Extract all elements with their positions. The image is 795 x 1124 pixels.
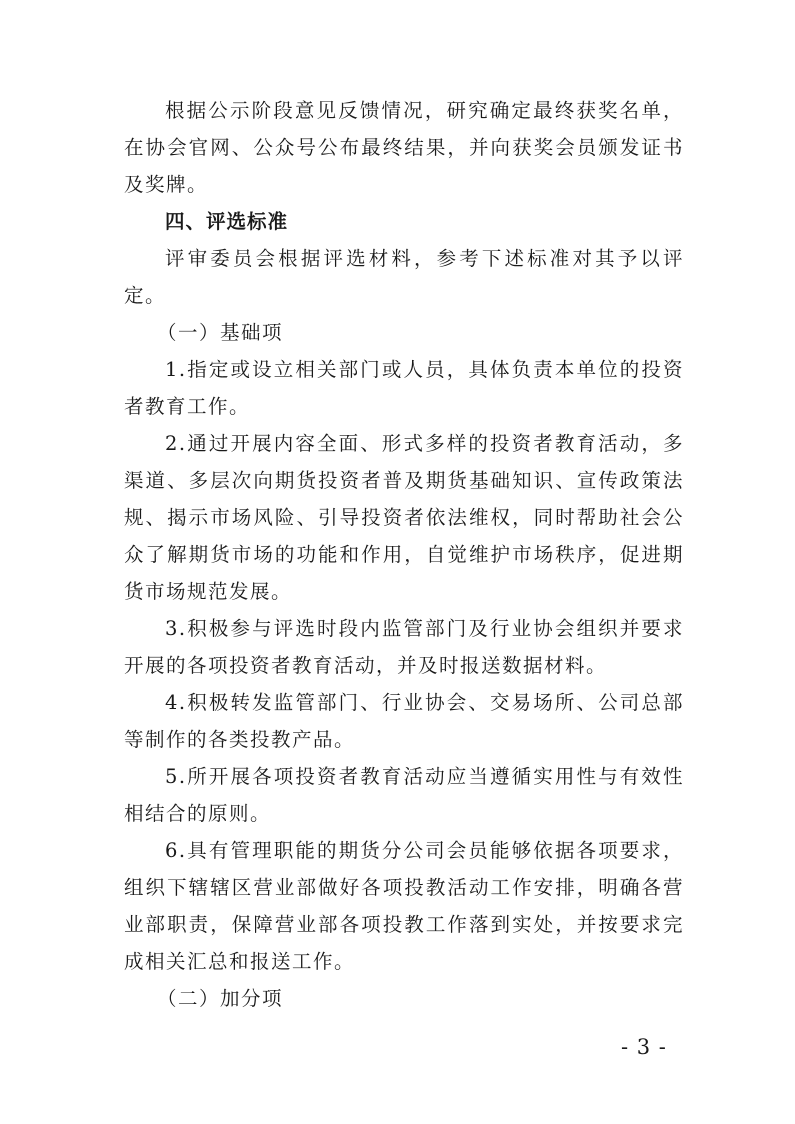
intro-paragraph: 根据公示阶段意见反馈情况，研究确定最终获奖名单，在协会官网、公众号公布最终结果，并向获奖会员颁发证书及奖牌。 [124,99,684,196]
criteria-item-4: 4.积极转发监管部门、行业协会、交易场所、公司总部等制作的各类投教产品。 [124,691,684,751]
criteria-item-3: 3.积极参与评选时段内监管部门及行业协会组织并要求开展的各项投资者教育活动，并及时报送数据材料。 [124,617,684,677]
page-number: - 3 - [621,1035,667,1059]
criteria-item-5: 5.所开展各项投资者教育活动应当遵循实用性与有效性相结合的原则。 [124,765,684,825]
subheading-basic-items: （一）基础项 [157,321,284,344]
section-heading-criteria: 四、评选标准 [165,210,289,233]
criteria-item-6: 6.具有管理职能的期货分公司会员能够依据各项要求，组织下辖辖区营业部做好各项投教活动工作安排，明确各营业部职责，保障营业部各项投教工作落到实处，并按要求完成相关汇总和报送工作。 [124,839,684,973]
document-body [124,92,684,1017]
subheading-bonus-items: （二）加分项 [157,987,284,1010]
criteria-item-2: 2.通过开展内容全面、形式多样的投资者教育活动，多渠道、多层次向期货投资者普及期货基础知识、宣传政策法规、揭示市场风险、引导投资者依法维权，同时帮助社会公众了解期货市场的功能和作用，自觉维护市场秩序，促进期货市场规范发展。 [124,432,684,603]
criteria-item-1: 1.指定或设立相关部门或人员，具体负责本单位的投资者教育工作。 [124,358,684,418]
criteria-intro-paragraph: 评审委员会根据评选材料，参考下述标准对其予以评定。 [124,247,684,307]
